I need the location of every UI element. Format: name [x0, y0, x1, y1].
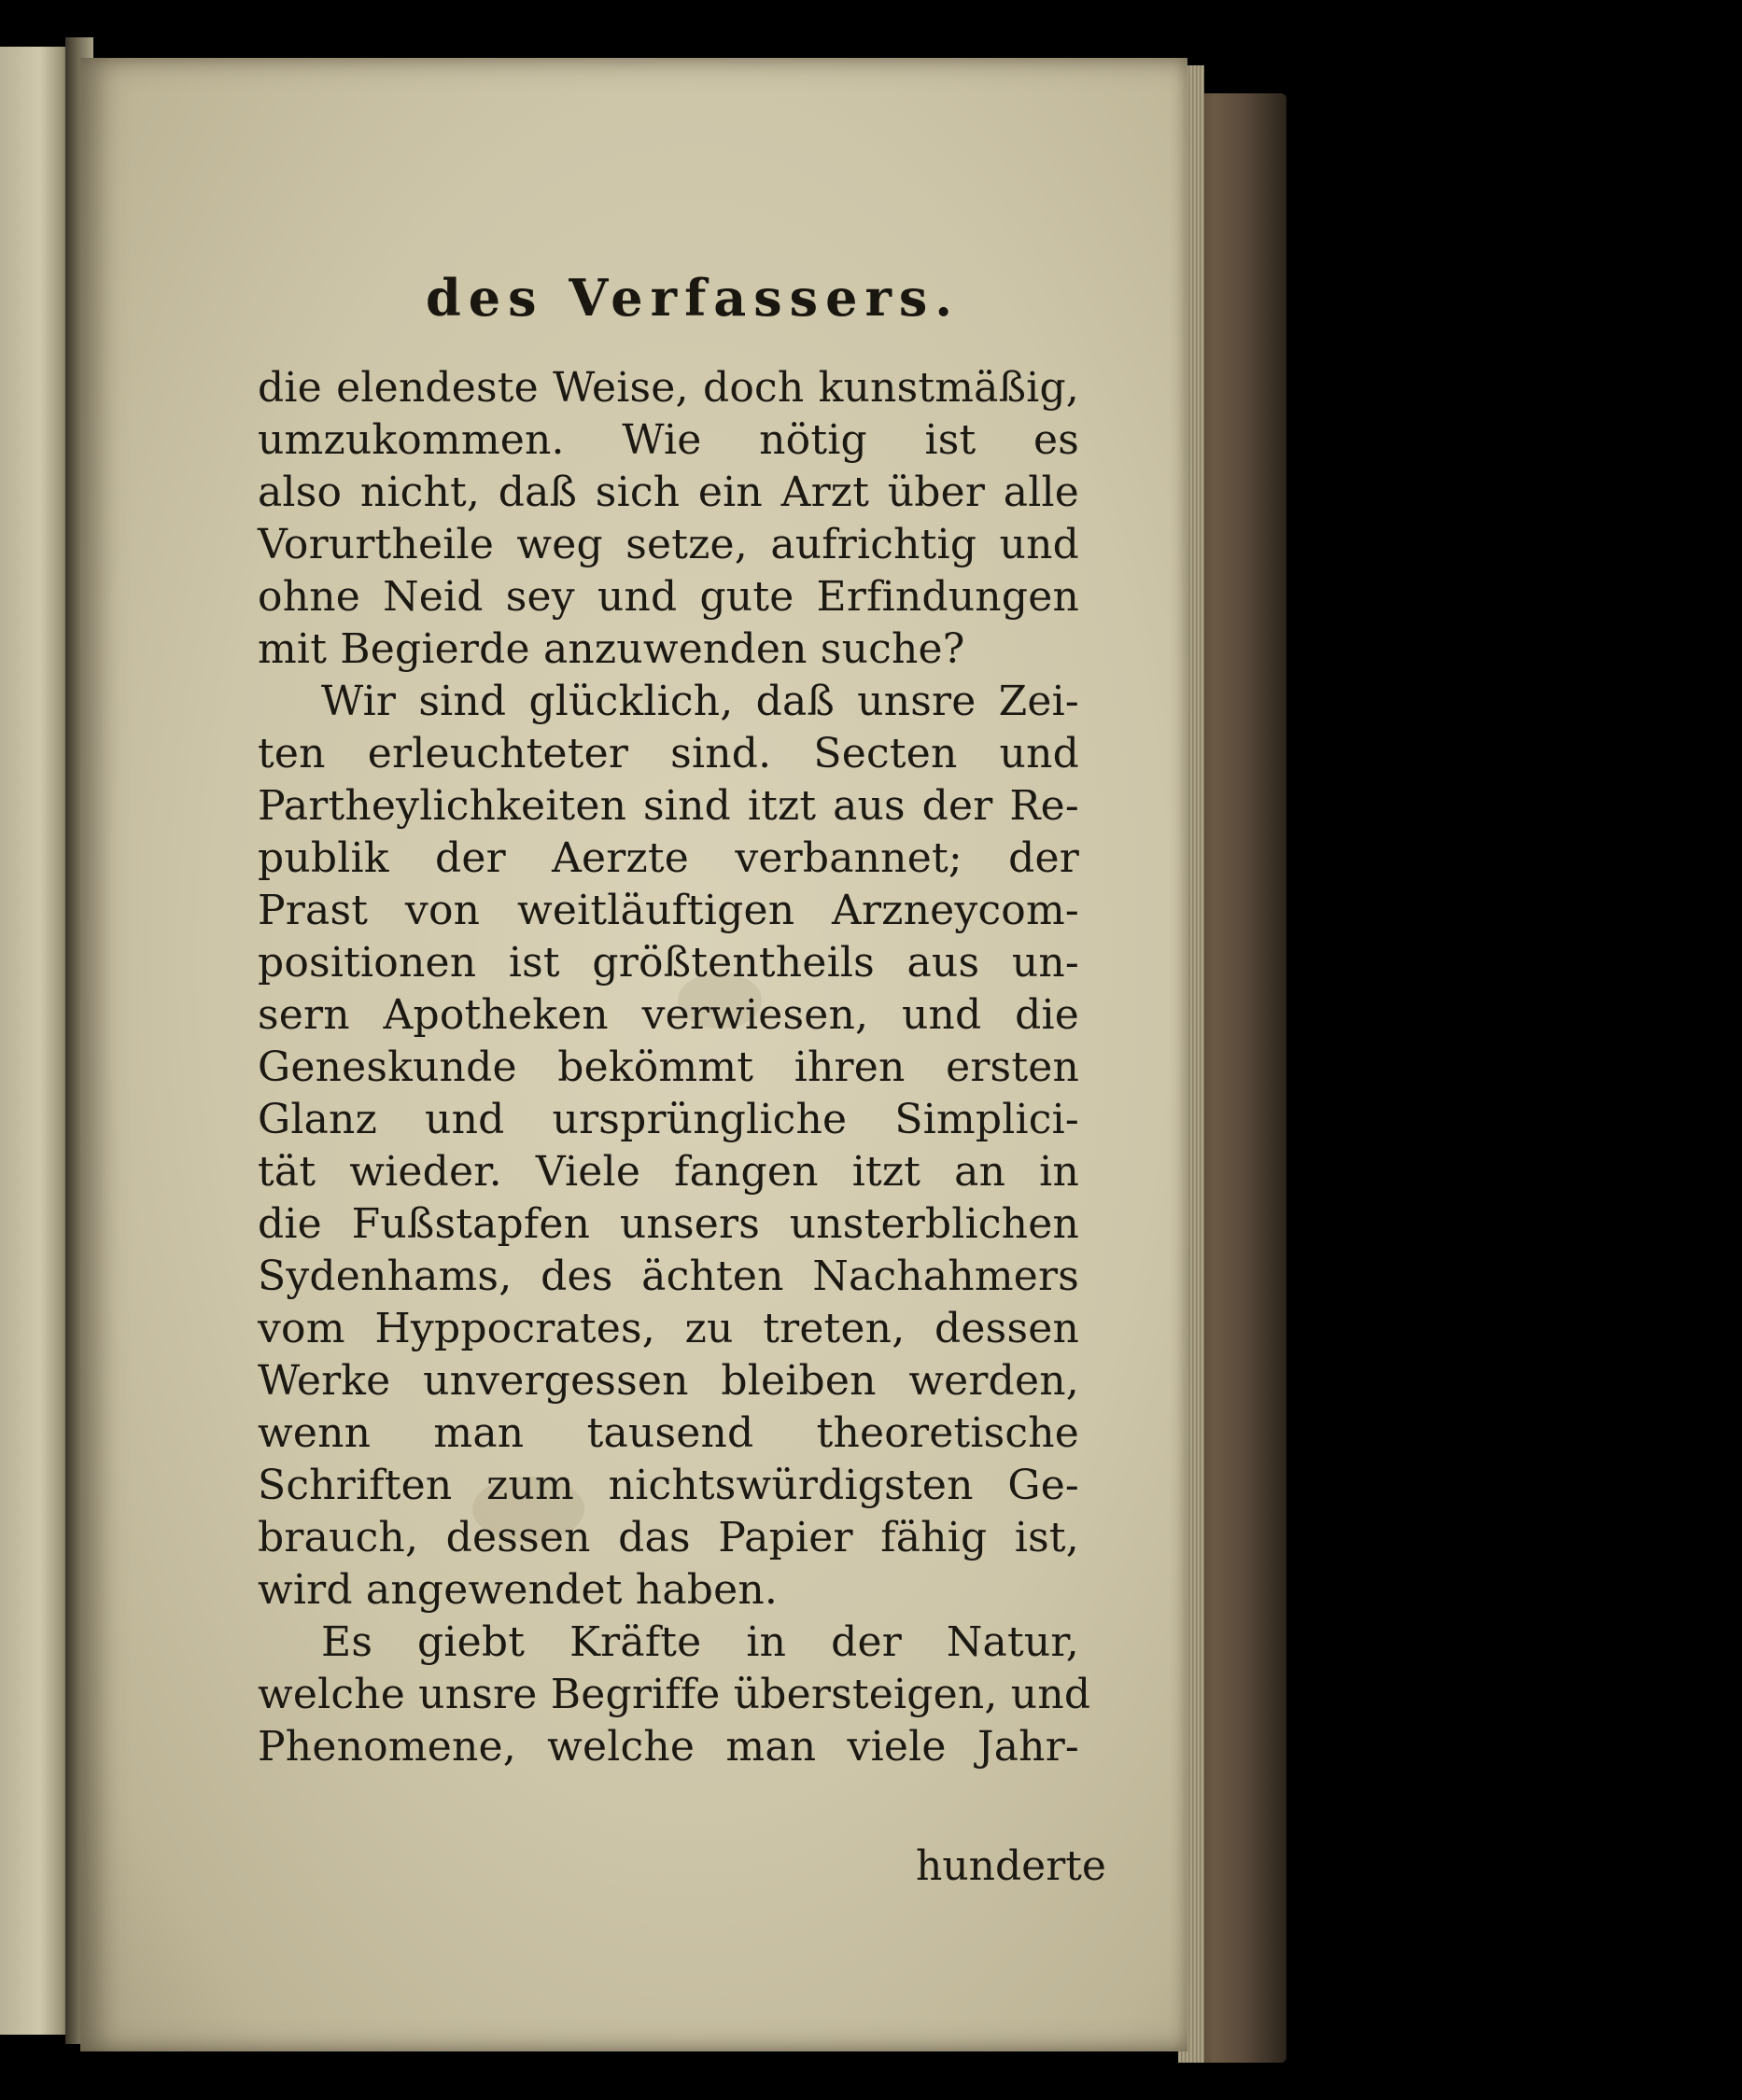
text-line: wird angewendet haben. — [258, 1566, 779, 1614]
text-line: Vorurtheile weg setze, aufrichtig und — [258, 521, 1079, 568]
text-line: wenn man tausend theoretische — [258, 1409, 1079, 1457]
text-line: sern Apotheken verwiesen, und die — [258, 991, 1079, 1039]
text-line: mit Begierde anzuwenden suche? — [258, 625, 965, 673]
catchword: hunderte — [916, 1842, 1106, 1890]
text-line: Geneskunde bekömmt ihren ersten — [258, 1043, 1079, 1091]
book-page — [80, 58, 1187, 2051]
left-page-edge — [0, 47, 73, 2035]
text-line: also nicht, daß sich ein Arzt über alle — [258, 469, 1079, 516]
text-line: Schriften zum nichtswürdigsten Ge- — [258, 1462, 1079, 1509]
text-line: ten erleuchteter sind. Secten und — [258, 730, 1079, 777]
text-line: Es giebt Kräfte in der Natur, — [321, 1618, 1079, 1666]
text-line: Prast von weitläuftigen Arzneycom- — [258, 887, 1079, 934]
text-line: brauch, dessen das Papier fähig ist, — [258, 1514, 1079, 1561]
text-line: ohne Neid sey und gute Erfindungen — [258, 573, 1079, 621]
text-line: publik der Aerzte verbannet; der — [258, 834, 1079, 882]
text-line: Partheylichkeiten sind itzt aus der Re- — [258, 782, 1079, 830]
running-head: des Verfassers. — [426, 268, 961, 328]
text-line: Glanz und ursprüngliche Simplici- — [258, 1096, 1079, 1143]
text-line: Sydenhams, des ächten Nachahmers — [258, 1253, 1079, 1300]
text-line: Phenomene, welche man viele Jahr- — [258, 1723, 1079, 1771]
text-line: tät wieder. Viele fangen itzt an in — [258, 1148, 1079, 1196]
text-line: vom Hyppocrates, zu treten, dessen — [258, 1305, 1079, 1352]
text-line: Werke unvergessen bleiben werden, — [258, 1357, 1079, 1405]
text-line: die elendeste Weise, doch kunstmäßig, — [258, 364, 1079, 412]
text-line: Wir sind glücklich, daß unsre Zei- — [321, 678, 1079, 725]
text-line: die Fußstapfen unsers unsterblichen — [258, 1200, 1079, 1248]
text-line: positionen ist größtentheils aus un- — [258, 939, 1079, 987]
text-line: welche unsre Begriffe übersteigen, und — [258, 1671, 1091, 1718]
text-line: umzukommen. Wie nötig ist es — [258, 416, 1079, 464]
